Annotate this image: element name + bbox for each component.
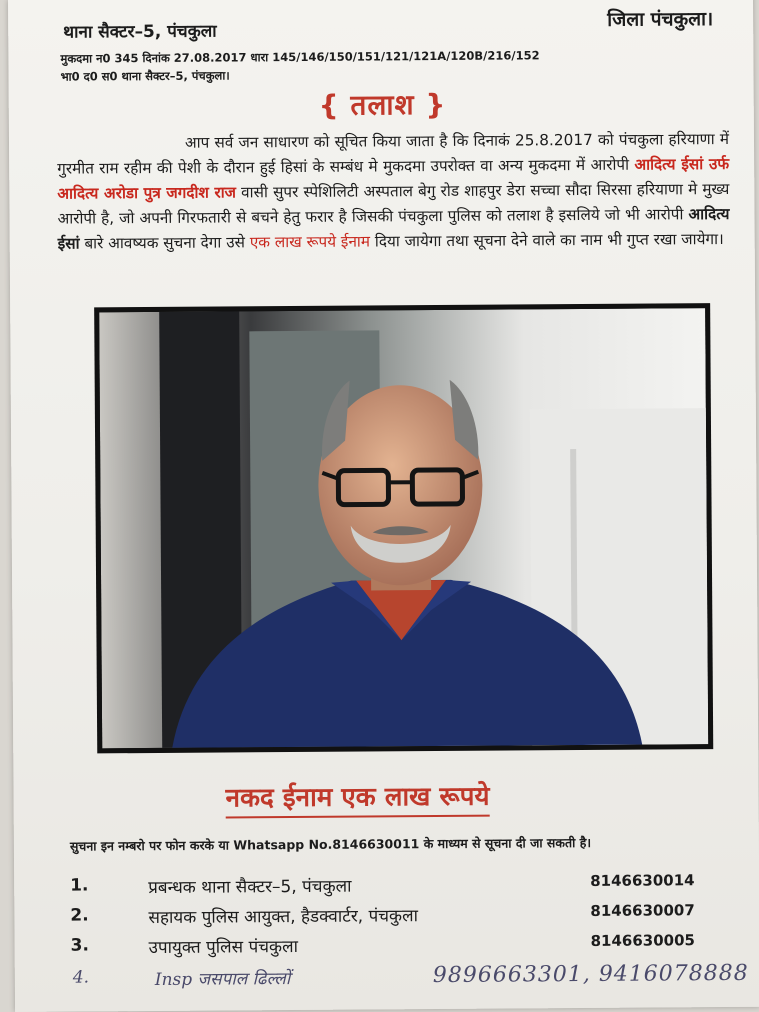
portrait-illustration: [99, 308, 708, 748]
accused-photo: [94, 303, 713, 753]
station-header: थाना सैक्टर–5, पंचकुला: [63, 21, 217, 43]
handwritten-contact: [71, 961, 759, 998]
notice-text-2: वासी सुपर स्पेशिलिटी अस्पताल बेगु रोड शाहपुर डेरा सच्चा सौदा सिरसा हरियाणा मे मुख्य आरोपी है, जो अपनी गिरफतारी से बचने हेतु फरार है जिसकी पंचकुला पुलिस को तलाश है इसलिये जो भी आरोपी: [57, 179, 730, 228]
case-station-line: भा0 द0 स0 थाना सैक्टर–5, पंचकुला।: [60, 68, 230, 84]
reward-inline: एक लाख रूपये ईनाम: [249, 232, 371, 252]
contact-number: 1.: [70, 875, 89, 896]
contact-phone: 8146630007: [590, 901, 695, 920]
contact-row: [71, 931, 731, 962]
wanted-poster: [8, 0, 759, 1012]
reward-banner: नकद ईनाम एक लाख रूपये: [225, 777, 489, 819]
page-title: { तलाश }: [318, 87, 447, 122]
notice-text-1: आप सर्व जन साधारण को सूचित किया जाता है कि दिनाकं 25.8.2017 को पंचकुला हरियाणा में गुरमीत राम रहीम की पेशी के दौरान हुई हिसां के सम्बंध मे मुकदमा उपरोक्त वा अन्य मुकदमा में आरोपी: [57, 129, 730, 178]
accused-full-name: आदित्य ईसां उर्फ आदित्य अरोडा पुत्र जगदीश राज: [57, 154, 730, 203]
contact-name: प्रबन्धक थाना सैक्टर–5, पंचकुला: [148, 876, 352, 899]
notice-paragraph: [57, 127, 730, 257]
district-header: जिला पंचकुला।: [607, 8, 714, 31]
contact-row: [70, 871, 730, 902]
handwritten-number: 4.: [72, 967, 90, 988]
notice-text-3: बारे आवष्यक सुचना देगा उसे: [84, 233, 245, 253]
contact-row: [70, 901, 730, 932]
case-number-line: मुकदमा न0 345 दिनांक 27.08.2017 धारा 145/146/150/151/121/121A/120B/216/152: [60, 48, 540, 66]
accused-short-name: आदित्य ईसां: [57, 204, 730, 253]
contact-name: सहायक पुलिस आयुक्त, हैडक्वार्टर, पंचकुला: [148, 906, 419, 929]
contact-name: उपायुक्त पुलिस पंचकुला: [148, 936, 299, 959]
handwritten-phone: 9896663301, 9416078888: [432, 960, 749, 989]
contact-number: 3.: [70, 935, 89, 956]
contact-info-line: सुचना इन नम्बरो पर फोन करके या Whatsapp No.8146630011 के माध्यम से सूचना दी जा सकती है।: [69, 834, 592, 854]
handwritten-name: Insp जसपाल ढिल्लों: [154, 969, 291, 990]
notice-text-4: दिया जायेगा तथा सूचना देने वाले का नाम भी गुप्त रखा जायेगा।: [374, 230, 724, 251]
contact-phone: 8146630005: [590, 931, 696, 950]
contact-number: 2.: [70, 905, 89, 926]
contact-phone: 8146630014: [590, 871, 695, 890]
